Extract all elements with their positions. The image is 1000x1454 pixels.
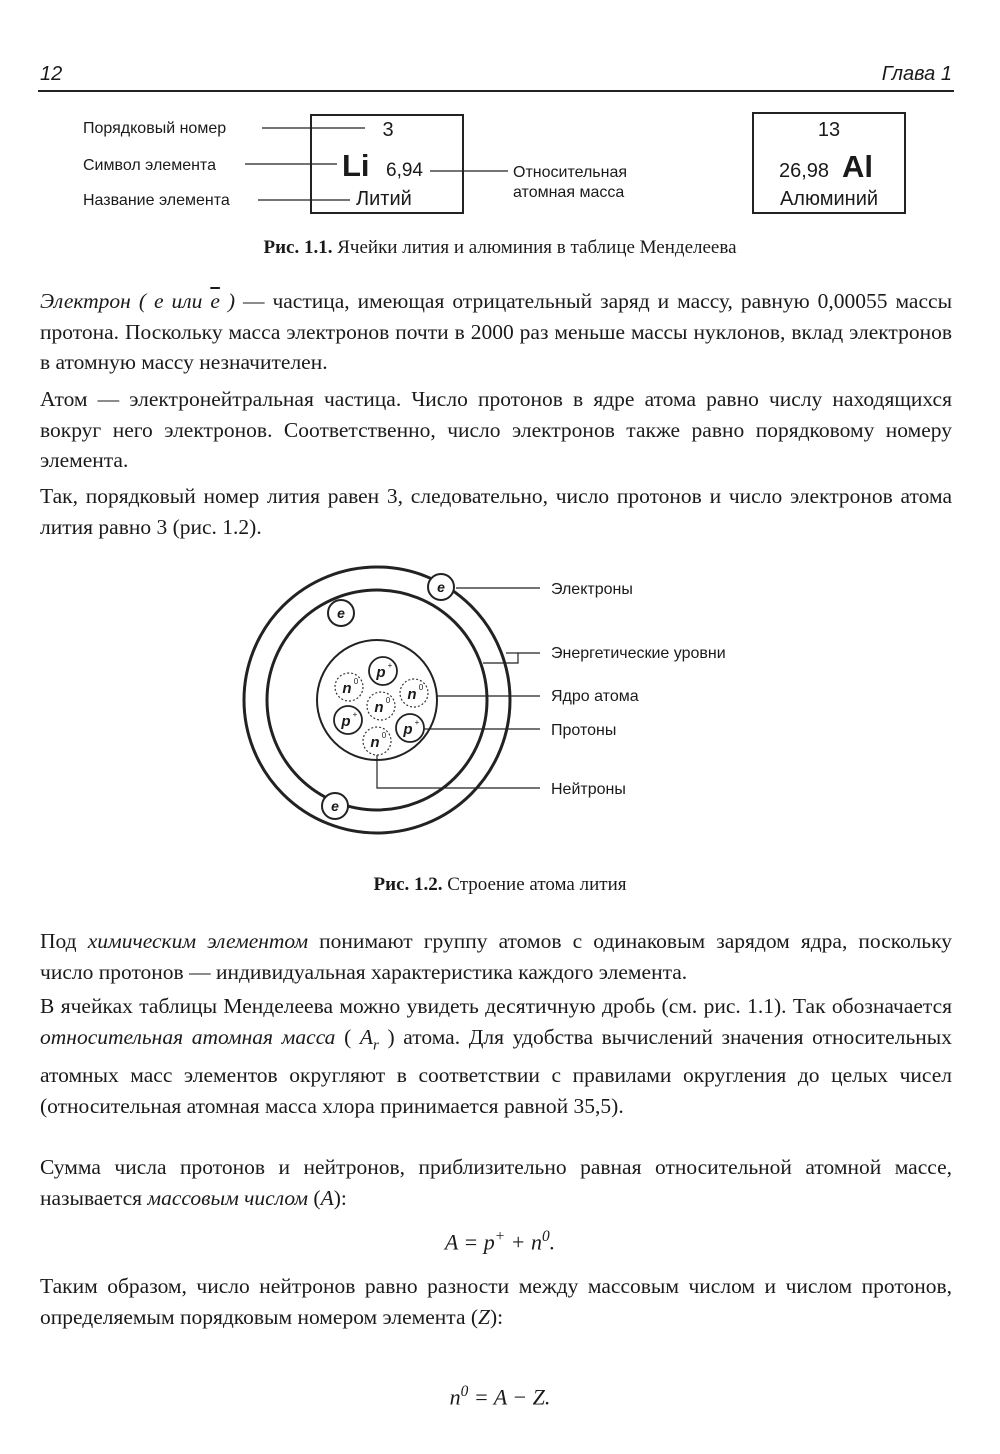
paragraph-chemical-element (40, 926, 952, 987)
text-fragment: ): (333, 1185, 347, 1210)
svg-text:+: + (352, 710, 358, 719)
text-fragment: Под (40, 929, 88, 953)
paragraph-lithium: Так, порядковый номер лития равен 3, следовательно, число протонов и число электронов атома лития равно 3 (рис. 1.2). (40, 484, 952, 539)
figure-1-1 (0, 100, 1000, 225)
label-neutrons: Нейтроны (551, 781, 626, 798)
term-electron: Электрон (40, 289, 131, 313)
symbol-z: Z (478, 1304, 490, 1329)
svg-text:0: 0 (418, 683, 424, 692)
figure-1-2 (0, 560, 1000, 870)
chapter-title: Глава 1 (881, 63, 952, 85)
paragraph-mass-number (40, 1152, 952, 1213)
formula-part: n (449, 1384, 461, 1410)
svg-text:0: 0 (381, 731, 387, 740)
term-relative-atomic-mass: относительная атомная масса (40, 1024, 336, 1049)
electron-definition: — частица, имеющая отрицательный заряд и массу, равную 0,00055 массы протона. Поскольку масса электронов почти в 2000 раз меньше массы нуклонов, вклад электронов в атомную массу незначителен. (40, 289, 953, 374)
text-fragment: ( (308, 1185, 321, 1210)
label-nucleus: Ядро атома (551, 688, 639, 705)
lithium-name: Литий (356, 188, 412, 210)
electron (328, 600, 354, 626)
header-rule (38, 90, 954, 92)
label-electrons: Электроны (551, 581, 633, 598)
paragraph-atomic-mass (40, 991, 952, 1121)
text-fragment: В ячейках таблицы Менделеева можно увидеть десятичную дробь (см. рис. 1.1). Так обозначается (40, 994, 952, 1018)
formula-part: . (549, 1229, 556, 1255)
figure-1-1-caption (0, 237, 1000, 259)
paragraph-neutron-count (40, 1271, 952, 1332)
lithium-number: 3 (382, 119, 394, 141)
formula-part: + n (505, 1229, 542, 1255)
paragraph-electron (40, 286, 952, 378)
figure-1-1-caption-label: Рис. 1.1. (263, 237, 333, 258)
proton (369, 657, 397, 685)
paragraph-atom: Атом — электронейтральная частица. Число протонов в ядре атома равно числу находящихся вокруг него электронов. Соответственно, число электронов также равно порядковому номеру элемента. (40, 387, 952, 472)
svg-text:0: 0 (353, 677, 359, 686)
neutron (400, 679, 428, 707)
symbol-ar-sub: r (373, 1036, 379, 1053)
formula-mass-number (0, 1228, 1000, 1255)
electron (322, 793, 348, 819)
svg-text:0: 0 (385, 696, 391, 705)
figure-1-2-caption-label: Рис. 1.2. (373, 874, 443, 895)
electron-symbols: ( e или (130, 289, 211, 313)
svg-text:n: n (374, 699, 384, 716)
svg-text:n: n (370, 734, 380, 751)
svg-text:p: p (376, 664, 386, 681)
formula-part: 0 (460, 1383, 469, 1400)
svg-text:n: n (407, 686, 417, 703)
label-protons: Протоны (551, 722, 617, 739)
term-mass-number: массовым числом (147, 1185, 309, 1210)
text-fragment: атома. Для удобства вычислений значения относительных атомных масс элементов округляют в соответствии с правилами округления до целых чисел (относительная атомная масса хлора принимается равной 35,5). (40, 1024, 952, 1118)
formula-part: + (494, 1228, 506, 1245)
figure-1-2-caption (0, 874, 1000, 896)
formula-part: A = p (444, 1229, 495, 1255)
figure-1-1-caption-text: Ячейки лития и алюминия в таблице Менделеева (332, 237, 737, 258)
figure-1-2-caption-text: Строение атома лития (442, 874, 627, 895)
aluminium-symbol: Al (842, 149, 873, 184)
svg-text:p: p (341, 713, 351, 730)
neutron (335, 673, 363, 701)
svg-text:+: + (387, 661, 393, 670)
formula-part: = A − Z. (468, 1384, 551, 1410)
proton (396, 714, 424, 742)
leader-levels (483, 653, 540, 663)
label-element-symbol: Символ элемента (83, 157, 216, 174)
electron-symbols-close: ) (219, 289, 236, 313)
text-fragment: ) (378, 1024, 395, 1049)
label-element-name: Название элемента (83, 192, 230, 209)
svg-text:e: e (331, 798, 339, 814)
text-fragment: понимают группу атомов с одинаковым зарядом ядра, поскольку число протонов — индивидуальная характеристика каждого элемента. (40, 929, 953, 984)
electron-symbol-bar: $\overline{e}$ (210, 289, 220, 313)
leader-neutrons (377, 755, 540, 788)
svg-text:p: p (403, 721, 413, 738)
svg-text:e: e (437, 579, 445, 595)
lithium-mass: 6,94 (386, 160, 423, 181)
lithium-symbol: Li (342, 148, 370, 183)
svg-text:+: + (414, 718, 420, 727)
label-mass-line-1: Относительная (513, 164, 628, 181)
text-fragment: Сумма числа протонов и нейтронов, приблизительно равная относительной атомной массе, называется (40, 1155, 952, 1210)
label-ordinal-number: Порядковый номер (83, 120, 227, 137)
proton (334, 706, 362, 734)
text-fragment: Таким образом, число нейтронов равно разности между массовым числом и числом протонов, определяемым порядковым номером элемента ( (40, 1274, 952, 1329)
label-energy-levels: Энергетические уровни (551, 645, 726, 662)
neutron (367, 692, 395, 720)
svg-text:n: n (342, 680, 352, 697)
formula-neutrons (0, 1383, 1000, 1410)
neutron (363, 727, 391, 755)
aluminium-name: Алюминий (779, 188, 879, 210)
svg-text:e: e (337, 605, 345, 621)
symbol-ar: A (359, 1024, 373, 1049)
aluminium-number: 13 (817, 119, 841, 141)
page-number: 12 (40, 63, 63, 85)
term-chemical-element: химическим элементом (87, 929, 309, 953)
text-fragment: ( (335, 1024, 360, 1049)
symbol-a: A (320, 1185, 334, 1210)
text-fragment: ): (490, 1304, 504, 1329)
aluminium-mass: 26,98 (779, 160, 830, 182)
electron (428, 574, 454, 600)
label-mass-line-2: атомная масса (513, 184, 625, 201)
formula-part: 0 (541, 1228, 550, 1245)
